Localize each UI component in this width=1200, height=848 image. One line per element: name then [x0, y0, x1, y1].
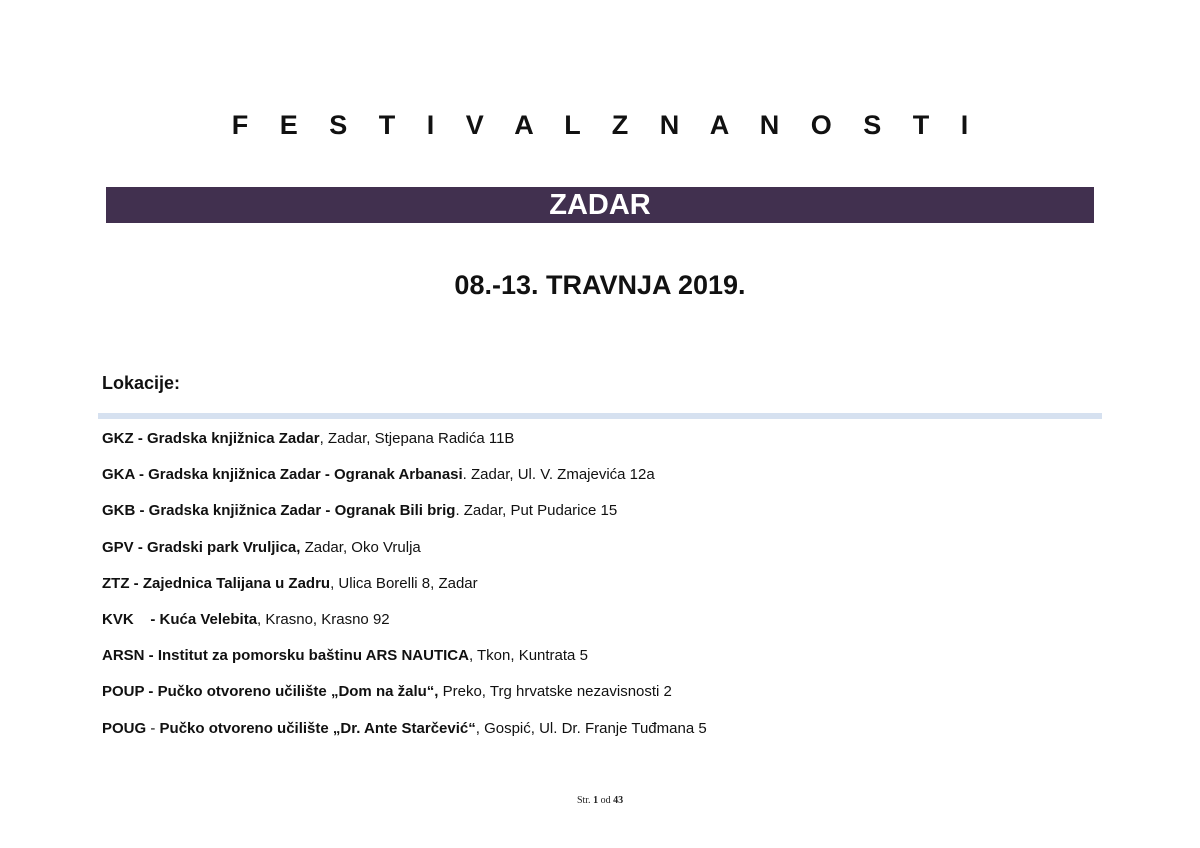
location-item	[102, 683, 707, 719]
page-prefix: Str.	[576, 795, 591, 806]
location-name: KVK - Kuća Velebita	[102, 610, 258, 628]
locations-list	[102, 430, 707, 756]
location-address: , Ulica Borelli 8, Zadar	[330, 574, 478, 592]
location-code: POUG	[102, 719, 147, 737]
location-address: , Gospić, Ul. Dr. Franje Tuđmana 5	[475, 719, 707, 737]
city-banner: ZADAR	[106, 187, 1094, 223]
location-name: ZTZ - Zajednica Talijana u Zadru	[102, 574, 331, 592]
location-name: GKZ - Gradska knjižnica Zadar	[102, 430, 320, 447]
location-address: Zadar, Oko Vrulja	[300, 538, 421, 556]
locations-heading: Lokacije:	[102, 373, 181, 393]
location-name: GKA - Gradska knjižnica Zadar - Ogranak Arbanasi	[102, 466, 463, 484]
location-item	[102, 647, 707, 683]
location-item	[102, 502, 707, 538]
location-address: . Zadar, Ul. V. Zmajevića 12a	[462, 466, 655, 484]
location-name: GPV - Gradski park Vruljica,	[102, 538, 301, 556]
page-footer	[0, 795, 1200, 806]
section-divider	[98, 413, 1102, 419]
festival-dates: 08.-13. TRAVNJA 2019.	[454, 270, 746, 300]
location-name: Pučko otvoreno učilište „Dr. Ante Starčević“	[159, 719, 476, 737]
location-item	[102, 611, 707, 647]
location-item	[102, 430, 707, 466]
location-item	[102, 539, 707, 575]
location-item	[102, 720, 707, 756]
location-address: , Tkon, Kuntrata 5	[468, 647, 588, 665]
location-address: , Zadar, Stjepana Radića 11B	[319, 430, 515, 447]
location-name: GKB - Gradska knjižnica Zadar - Ogranak Bili brig	[102, 502, 456, 520]
location-item	[102, 575, 707, 611]
page-number: 1	[593, 795, 599, 806]
location-name: POUP - Pučko otvoreno učilište „Dom na žalu“,	[102, 683, 439, 701]
location-address: . Zadar, Put Pudarice 15	[455, 502, 618, 520]
location-separator: -	[146, 719, 160, 737]
page-separator: od	[600, 795, 611, 806]
location-address: , Krasno, Krasno 92	[257, 610, 390, 628]
document-title: F E S T I V A L Z N A N O S T I	[231, 110, 981, 140]
location-item	[102, 466, 707, 502]
location-address: Preko, Trg hrvatske nezavisnosti 2	[438, 683, 672, 701]
location-name: ARSN - Institut za pomorsku baštinu ARS NAUTICA	[102, 647, 469, 665]
page-total: 43	[613, 795, 624, 806]
